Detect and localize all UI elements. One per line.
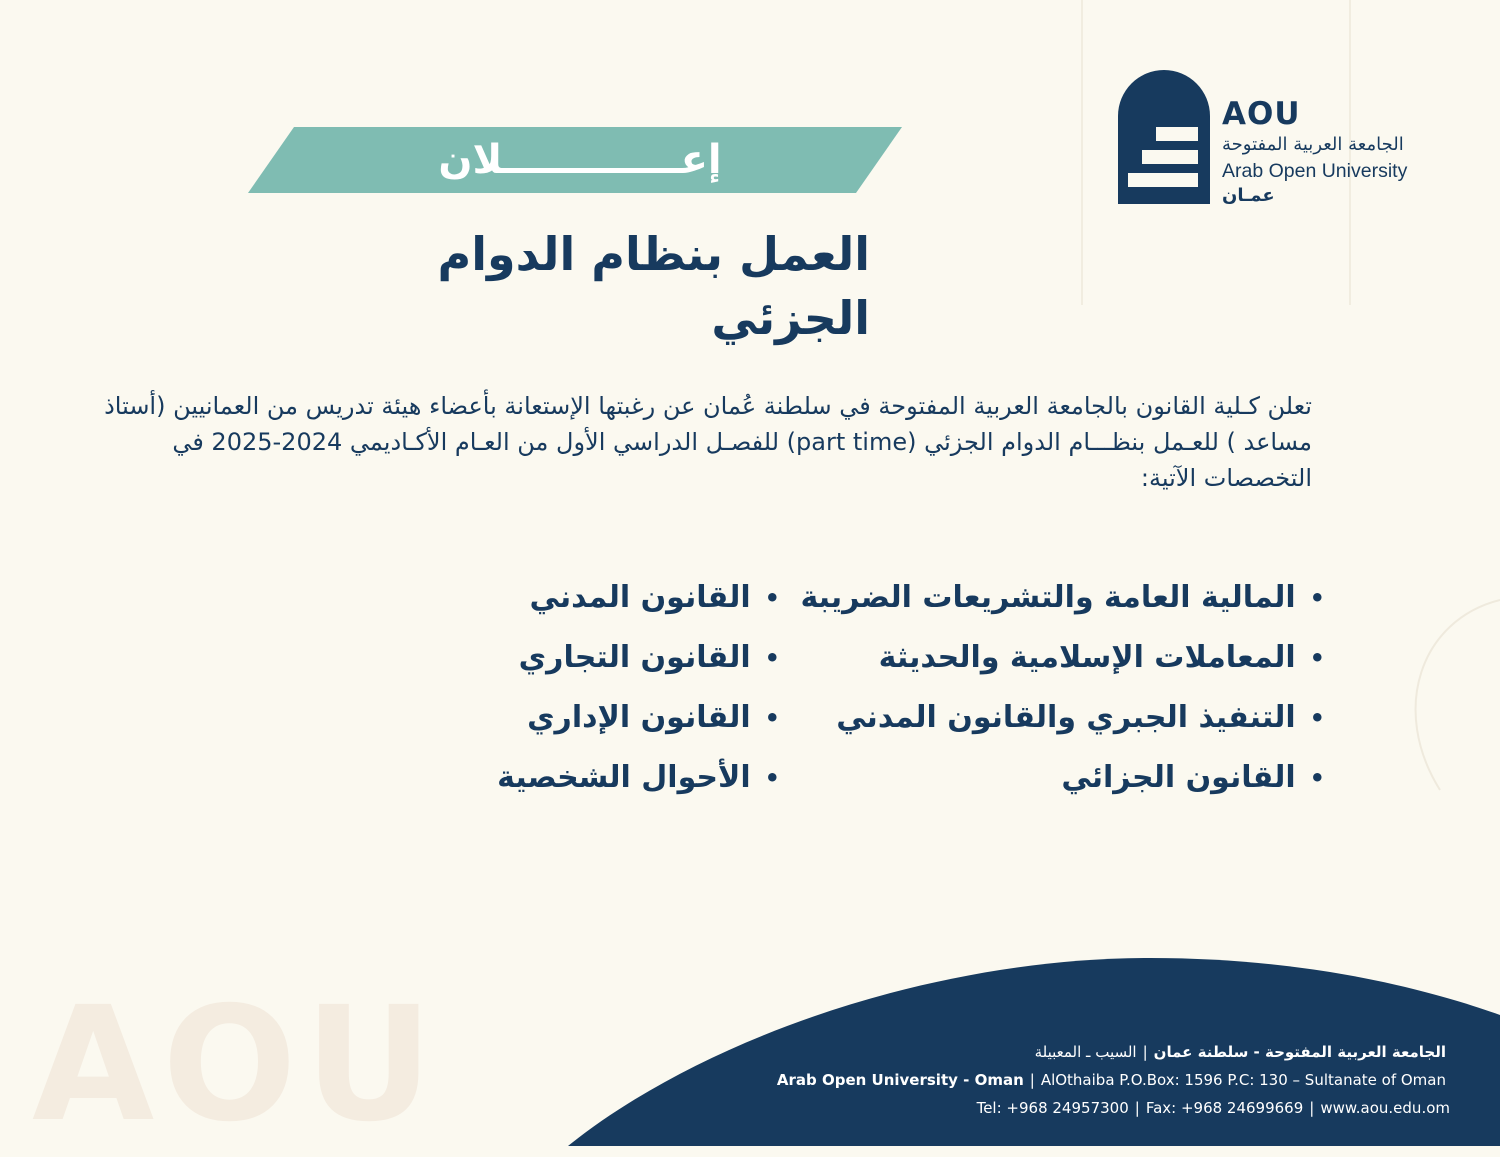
list-item: •القانون التجاري	[420, 628, 780, 688]
bullet-icon: •	[1309, 764, 1325, 792]
footer-address-arabic: الجامعة العربية المفتوحة - سلطنة عمان|السيب ـ المعبيلة	[1034, 1043, 1446, 1061]
bullet-icon: •	[764, 644, 780, 672]
bullet-icon: •	[1309, 584, 1325, 612]
footer-website-link[interactable]: www.aou.edu.om	[1320, 1099, 1450, 1117]
bullet-icon: •	[764, 764, 780, 792]
logo-abbreviation: AOU	[1222, 96, 1301, 132]
logo-city: عمـان	[1222, 185, 1275, 206]
list-item: •التنفيذ الجبري والقانون المدني	[800, 688, 1325, 748]
list-item: •القانون المدني	[420, 568, 780, 628]
aou-watermark: AOU	[32, 973, 441, 1157]
bullet-icon: •	[1309, 644, 1325, 672]
footer-fax: Fax: +968 24699669	[1145, 1099, 1304, 1117]
decorative-arc	[1380, 560, 1500, 860]
bullet-icon: •	[764, 704, 780, 732]
list-item: •القانون الجزائي	[800, 748, 1325, 808]
decorative-divider	[1081, 0, 1083, 305]
specialties-list-left	[420, 568, 780, 808]
announcement-label: إعـــــــــــــلان	[438, 137, 722, 183]
list-item: •المعاملات الإسلامية والحديثة	[800, 628, 1325, 688]
bullet-icon: •	[764, 584, 780, 612]
list-item: •الأحوال الشخصية	[420, 748, 780, 808]
list-item: •القانون الإداري	[420, 688, 780, 748]
intro-paragraph: تعلن كـلية القانون بالجامعة العربية المفتوحة في سلطنة عُمان عن رغبتها الإستعانة بأعضاء هيئة تدريس من العمانيين (أستاذ مساعد ) للعـمل بنظـــام الدوام الجزئي (part time) للفصـل الدراسي الأول من العـام الأكـاديمي 2024-2025 في التخصصات الآتية:	[104, 392, 1312, 492]
specialties-list-right	[800, 568, 1325, 808]
list-item: •المالية العامة والتشريعات الضريبة	[800, 568, 1325, 628]
footer-address-english: Arab Open University - Oman | AlOthaiba P.O.Box: 1596 P.C: 130 – Sultanate of Oman	[776, 1071, 1446, 1089]
footer-tel: Tel: +968 24957300	[976, 1099, 1129, 1117]
logo-arabic-name: الجامعة العربية المفتوحة	[1222, 134, 1404, 155]
bullet-icon: •	[1309, 704, 1325, 732]
footer-contact: Tel: +968 24957300 | Fax: +968 24699669 | www.aou.edu.om	[976, 1099, 1450, 1117]
page-title: العمل بنظام الدوام الجزئي	[437, 227, 870, 345]
logo-english-name: Arab Open University	[1222, 160, 1408, 182]
aou-logo-icon	[1118, 70, 1210, 204]
